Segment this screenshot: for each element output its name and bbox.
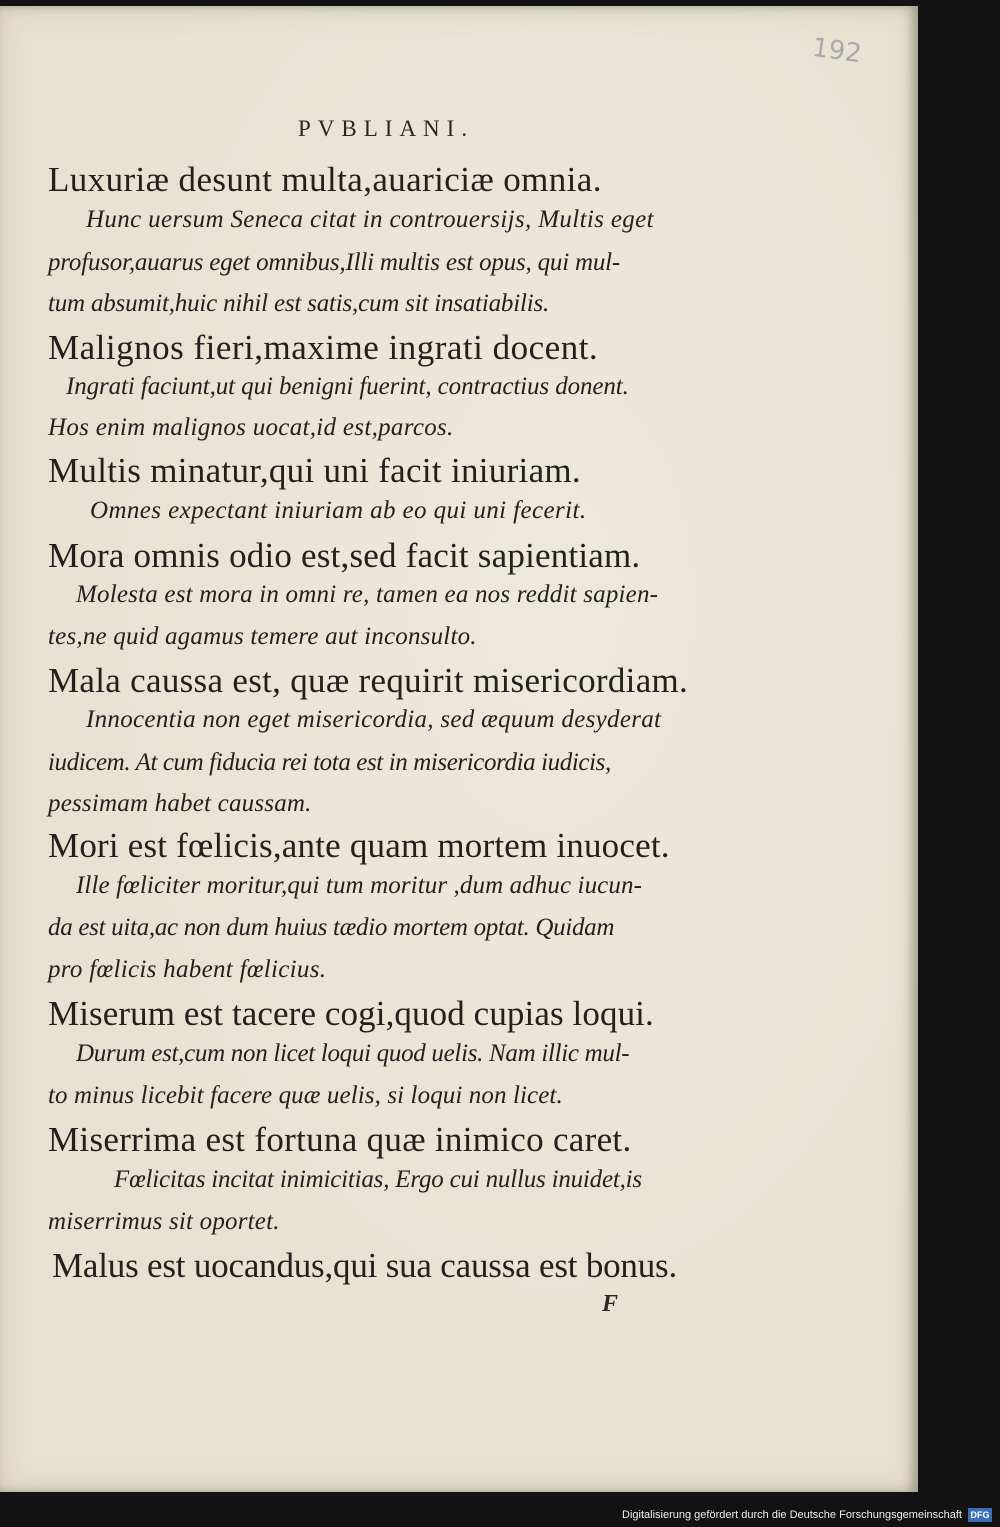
commentary-line: iudicem. At cum fiducia rei tota est in misericordia iudicis, (48, 749, 611, 776)
commentary-line: Ille fœliciter moritur,qui tum moritur ,dum adhuc iucun- (76, 872, 642, 899)
commentary-line: pro fœlicis habent fœlicius. (48, 956, 327, 983)
verse-line: Malus est uocandus,qui sua caussa est bonus. (52, 1246, 677, 1285)
commentary-line: tes,ne quid agamus temere aut inconsulto. (48, 623, 477, 650)
commentary-line: Durum est,cum non licet loqui quod uelis. Nam illic mul- (76, 1040, 630, 1067)
funding-credit: Digitalisierung gefördert durch die Deutsche Forschungsgemeinschaft (622, 1509, 962, 1521)
commentary-line: Hos enim malignos uocat,id est,parcos. (48, 414, 454, 441)
verse-line: Malignos fieri,maxime ingrati docent. (48, 328, 599, 367)
commentary-line: pessimam habet caussam. (48, 790, 312, 817)
commentary-line: Innocentia non eget misericordia, sed æquum desyderat (86, 706, 662, 733)
verse-line: Miserum est tacere cogi,quod cupias loqui. (48, 994, 654, 1033)
verse-line: Mora omnis odio est,sed facit sapientiam. (48, 536, 641, 575)
verse-line: Miserrima est fortuna quæ inimico caret. (48, 1120, 632, 1159)
commentary-line: Fœlicitas incitat inimicitias, Ergo cui nullus inuidet,is (114, 1166, 642, 1193)
verse-line: Multis minatur,qui uni facit iniuriam. (48, 451, 581, 490)
commentary-line: Omnes expectant iniuriam ab eo qui uni fecerit. (90, 497, 587, 524)
signature-mark: F (602, 1291, 619, 1317)
commentary-line: to minus licebit facere quæ uelis, si loqui non licet. (48, 1082, 563, 1109)
dfg-logo: DFG (968, 1508, 992, 1522)
commentary-line: da est uita,ac non dum huius tædio mortem optat. Quidam (48, 914, 615, 941)
running-head: PVBLIANI. (298, 116, 475, 141)
verse-line: Mori est fœlicis,ante quam mortem inuocet. (48, 826, 670, 865)
commentary-line: tum absumit,huic nihil est satis,cum sit insatiabilis. (48, 290, 550, 317)
commentary-line: Hunc uersum Seneca citat in controuersijs, Multis eget (86, 206, 654, 233)
verse-line: Luxuriæ desunt multa,auariciæ omnia. (48, 160, 602, 199)
commentary-line: profusor,auarus eget omnibus,Illi multis est opus, qui mul- (48, 249, 621, 276)
page-number: 192 (810, 32, 864, 70)
commentary-line: miserrimus sit oportet. (48, 1208, 280, 1235)
commentary-line: Ingrati faciunt,ut qui benigni fuerint, contractius donent. (66, 373, 629, 400)
book-page (0, 6, 918, 1492)
commentary-line: Molesta est mora in omni re, tamen ea nos reddit sapien- (76, 581, 659, 608)
verse-line: Mala caussa est, quæ requirit misericordiam. (48, 661, 689, 700)
